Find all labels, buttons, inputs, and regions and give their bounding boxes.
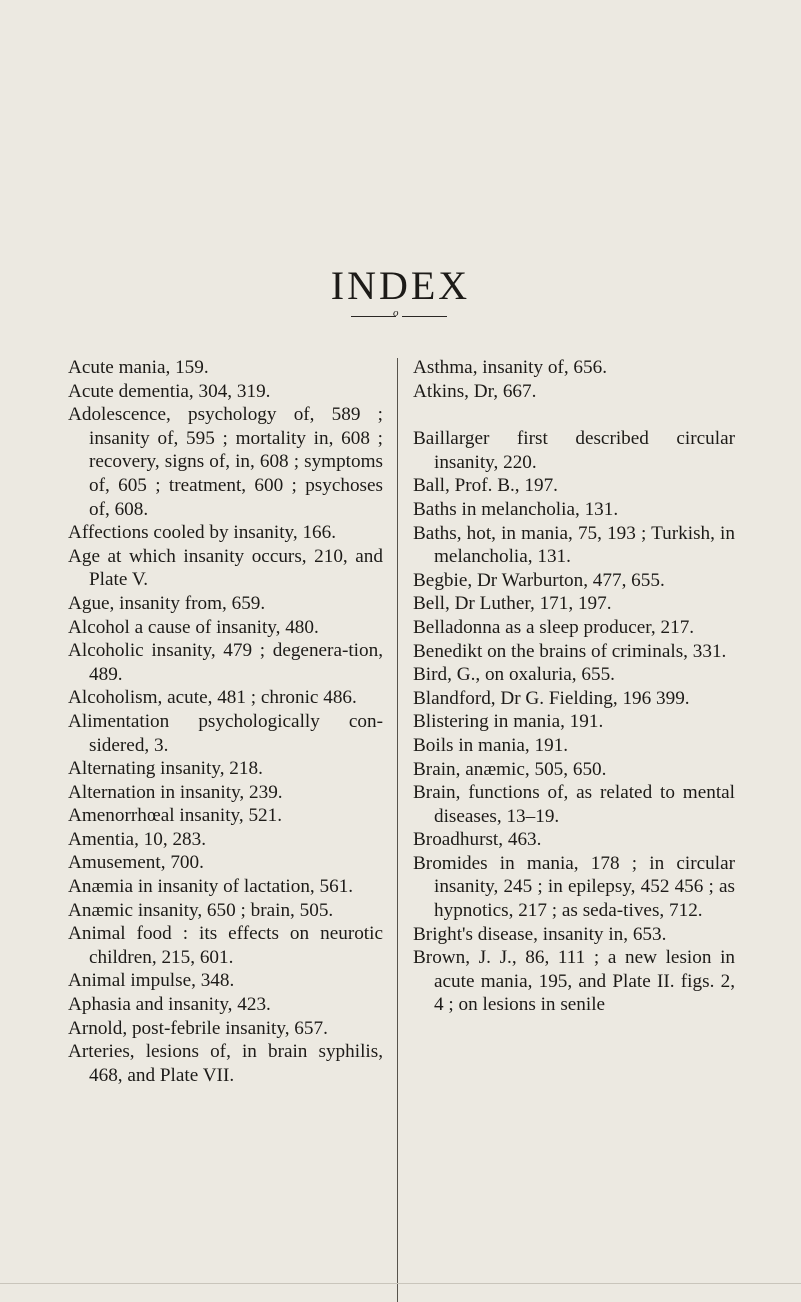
index-entry: Aphasia and insanity, 423. xyxy=(68,994,271,1016)
index-entry: Bromides in mania, 178 ; in circular insanity, 245 ; in epilepsy, 452 456 ; as hypnotics, 217 ; as seda-tives, 712. xyxy=(413,852,735,922)
index-entry: Amenorrhœal insanity, 521. xyxy=(68,805,283,827)
index-entry: Belladonna as a sleep producer, 217. xyxy=(413,616,695,638)
separator-mark: o xyxy=(393,307,399,319)
index-entry: Ball, Prof. B., 197. xyxy=(413,475,558,497)
index-entry: Boils in mania, 191. xyxy=(413,734,569,756)
index-entry: Bird, G., on oxaluria, 655. xyxy=(413,664,615,686)
index-entry: Baths in melancholia, 131. xyxy=(413,498,619,520)
index-entry: Acute dementia, 304, 319. xyxy=(68,380,271,402)
index-entry: Brown, J. J., 86, 111 ; a new lesion in acute mania, 195, and Plate II. figs. 2, 4 ; on lesions in senile xyxy=(413,947,735,1016)
index-entry: Alcoholism, acute, 481 ; chronic 486. xyxy=(68,687,357,709)
index-entry: Arteries, lesions of, in brain syphilis, 468, and Plate VII. xyxy=(68,1041,383,1086)
index-entry: Alimentation psychologically con-sidered, 3. xyxy=(68,710,383,756)
index-entry: Anæmic insanity, 650 ; brain, 505. xyxy=(68,899,334,921)
page-title: INDEX xyxy=(330,263,471,308)
separator-line-left xyxy=(351,316,396,317)
index-entry: Adolescence, psychology of, 589 ; insanity of, 595 ; mortality in, 608 ; recovery, signs of, in, 608 ; symptoms of, 605 ; treatment, 600 ; psychoses of, 608. xyxy=(68,404,383,520)
page-edge xyxy=(0,1283,801,1284)
index-entry: Alternating insanity, 218. xyxy=(68,758,263,780)
index-entry: Blandford, Dr G. Fielding, 196 399. xyxy=(413,687,690,709)
index-entry: Broadhurst, 463. xyxy=(413,829,542,851)
index-entry: Amentia, 10, 283. xyxy=(68,828,207,850)
index-entry: Affections cooled by insanity, 166. xyxy=(68,522,337,544)
index-entry: Amusement, 700. xyxy=(68,852,204,874)
index-entry: Alcohol a cause of insanity, 480. xyxy=(68,616,319,638)
index-column-left xyxy=(68,356,383,1087)
index-entry: Alcoholic insanity, 479 ; degenera-tion, 489. xyxy=(68,640,383,685)
column-divider xyxy=(397,358,398,1302)
title-separator xyxy=(339,307,459,322)
index-entry: Animal impulse, 348. xyxy=(68,970,235,992)
index-entry: Begbie, Dr Warburton, 477, 655. xyxy=(413,569,665,591)
index-entry: Bright's disease, insanity in, 653. xyxy=(413,923,667,945)
index-entry: Baillarger first described circular insanity, 220. xyxy=(413,428,735,473)
index-group-a xyxy=(413,356,735,403)
index-column-right xyxy=(413,356,735,1017)
index-entry: Baths, hot, in mania, 75, 193 ; Turkish, in melancholia, 131. xyxy=(413,522,735,568)
index-entry: Acute mania, 159. xyxy=(68,357,209,378)
index-entry: Arnold, post-febrile insanity, 657. xyxy=(68,1017,328,1039)
index-entry: Ague, insanity from, 659. xyxy=(68,592,266,614)
index-entry: Atkins, Dr, 667. xyxy=(413,380,537,402)
index-entry: Blistering in mania, 191. xyxy=(413,711,604,733)
index-entry: Bell, Dr Luther, 171, 197. xyxy=(413,593,612,615)
letter-gap xyxy=(413,403,735,427)
index-entry: Benedikt on the brains of criminals, 331. xyxy=(413,640,727,662)
index-group-b xyxy=(413,427,735,1017)
index-entry: Alternation in insanity, 239. xyxy=(68,781,283,803)
index-entry: Animal food : its effects on neurotic children, 215, 601. xyxy=(68,923,383,968)
index-entry: Brain, functions of, as related to mental diseases, 13–19. xyxy=(413,782,735,827)
separator-line-right xyxy=(402,316,447,317)
index-entry: Age at which insanity occurs, 210, and Plate V. xyxy=(68,545,383,591)
index-entry: Anæmia in insanity of lactation, 561. xyxy=(68,876,354,898)
index-entry: Asthma, insanity of, 656. xyxy=(413,357,607,378)
index-entry: Brain, anæmic, 505, 650. xyxy=(413,758,607,780)
